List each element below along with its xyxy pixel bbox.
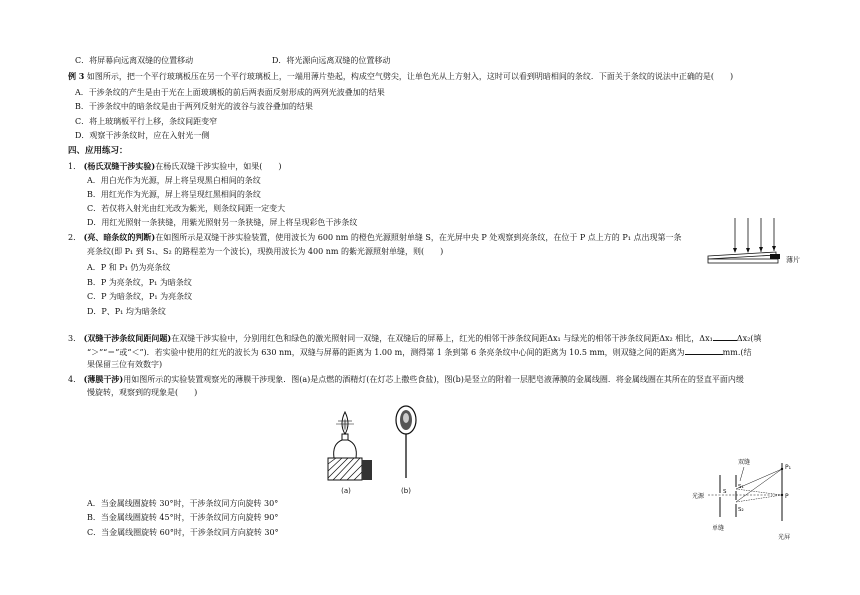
q2-option-b: B．P 为亮条纹，P₁ 为暗条纹 — [87, 278, 192, 287]
screen-label: 光屏 — [778, 534, 791, 541]
q1-tag: (杨氏双缝干涉实验) — [83, 161, 156, 171]
single-slit-label: 单缝 — [712, 525, 725, 532]
q2-option-c: C．P 为暗条纹，P₁ 为亮条纹 — [87, 292, 193, 301]
q1-stem: 在杨氏双缝干涉实验中，如果( ) — [155, 162, 282, 171]
q4-tag: (薄膜干涉) — [83, 374, 124, 384]
figure-a-label: (a) — [341, 487, 351, 495]
q4-option-c: C．当金属线圈旋转 60°时，干涉条纹同方向旋转 30° — [87, 528, 279, 537]
double-slit-figure — [692, 455, 812, 550]
q1-option-a: A．用白光作为光源，屏上将呈现黑白相间的条纹 — [87, 176, 261, 185]
incident-light-arrows — [733, 218, 776, 253]
example3-option-b: B．干涉条纹中的暗条纹是由于两列反射光的波谷与波谷叠加的结果 — [75, 102, 313, 111]
q2-option-d: D．P、P₁ 均为暗条纹 — [87, 307, 166, 316]
p-label: P — [785, 493, 789, 500]
q4-line1: 用如图所示的实验装置观察光的薄膜干涉现象．图(a)是点燃的酒精灯(在灯芯上撒些食盐)，图(b)是竖立的附着一层肥皂液薄膜的金属线圈．将金属线圈在其所在的竖直平面内缓 — [123, 375, 744, 384]
q4-question — [68, 374, 744, 385]
q3-number: 3． — [68, 334, 82, 343]
q3-text-b: Δx₂(填 — [736, 334, 762, 343]
q1-number: 1． — [68, 162, 82, 171]
example3-option-d: D．观察干涉条纹时，应在入射光一侧 — [75, 131, 210, 140]
q2-option-a: A．P 和 P₁ 仍为亮条纹 — [87, 263, 171, 272]
soap-film-wire-loop — [396, 406, 416, 478]
q3-blank-1[interactable] — [713, 332, 737, 341]
q4-line2: 慢旋转，观察到的现象是( ) — [87, 388, 198, 397]
p1-label: P₁ — [785, 464, 792, 471]
double-slit-label: 双缝 — [738, 459, 751, 466]
q3-text-c: “＞”“＝”或“＜”)．若实验中使用的红光的波长为 630 nm，双缝与屏幕的距离为 1.00 m，测得第 1 条到第 6 条亮条纹中心间的距离为 10.5 mm，则双缝之间的距离为 — [87, 348, 685, 357]
q2-tag: (亮、暗条纹的判断) — [83, 232, 156, 242]
air-wedge-figure — [700, 212, 840, 272]
section-title: 四、应用练习： — [68, 146, 128, 156]
q2-line1: 在如图所示是双缝干涉实验装置，使用波长为 600 nm 的橙色光源照射单缝 S，在光屏中央 P 处观察到亮条纹，在位于 P 点上方的 P₁ 点出现第一条 — [155, 233, 682, 242]
q1-question — [68, 161, 281, 172]
alcohol-lamp — [334, 412, 357, 458]
q1-option-d: D．用红光照射一条狭缝，用紫光照射另一条狭缝，屏上将呈现彩色干涉条纹 — [87, 218, 358, 227]
ray-s2-p — [736, 495, 782, 502]
figure-b-label: (b) — [401, 487, 411, 495]
thin-sheet — [770, 254, 780, 259]
example3-label: 例 3 — [68, 71, 85, 81]
q4-option-b: B．当金属线圈旋转 45°时，干涉条纹同方向旋转 90° — [87, 513, 279, 522]
q4-number: 4． — [68, 375, 82, 384]
option-d-top: D．将光源向远离双缝的位置移动 — [272, 56, 391, 65]
q3-line1 — [68, 332, 761, 344]
q1-option-b: B．用红光作为光源，屏上将呈现红黑相间的条纹 — [87, 190, 261, 199]
example3-question — [68, 71, 733, 82]
s1-label: S₁ — [738, 484, 744, 490]
glass-plates — [708, 252, 780, 263]
q2-number: 2． — [68, 233, 82, 242]
light-source-label: 光源 — [692, 493, 705, 500]
s2-label: S₂ — [738, 507, 744, 513]
q3-line2 — [87, 346, 752, 358]
lamp-base-block — [328, 458, 372, 480]
q3-blank-2[interactable] — [685, 346, 723, 355]
q3-line3: 果保留三位有效数字) — [87, 360, 163, 369]
q2-question — [68, 232, 682, 243]
q1-option-c: C．若仅将入射光由红光改为紫光，则条纹间距一定变大 — [87, 204, 286, 213]
s-label: S — [723, 489, 727, 495]
example3-option-c: C．将上玻璃板平行上移，条纹间距变窄 — [75, 117, 218, 126]
thin-sheet-label: 薄片 — [786, 256, 800, 264]
example3-option-a: A．干涉条纹的产生是由于光在上面玻璃板的前后两表面反射形成的两列光波叠加的结果 — [75, 88, 385, 97]
q2-line2: 亮条纹(即 P₁ 到 S₁、S₂ 的路程差为一个波长)，现换用波长为 400 nm 的紫光源照射单缝，则( ) — [87, 247, 444, 256]
option-c-top: C．将屏幕向远离双缝的位置移动 — [75, 56, 194, 65]
thin-film-figure — [320, 400, 440, 500]
q4-option-a: A．当金属线圈旋转 30°时，干涉条纹同方向旋转 30° — [87, 499, 279, 508]
example3-stem: 如图所示，把一个平行玻璃板压在另一个平行玻璃板上，一端用薄片垫起，构成空气劈尖，让单色光从上方射入，这时可以看到明暗相间的条纹．下面关于条纹的说法中正确的是( ) — [86, 72, 734, 81]
q3-text-a: 在双缝干涉实验中，分别用红色和绿色的激光照射同一双缝，在双缝后的屏幕上，红光的相邻干涉条纹间距Δx₁ 与绿光的相邻干涉条纹间距Δx₂ 相比，Δx₁ — [171, 334, 713, 343]
q3-tag: (双缝干涉条纹间距问题) — [83, 333, 172, 343]
q3-text-d: mm.(结 — [722, 348, 752, 357]
